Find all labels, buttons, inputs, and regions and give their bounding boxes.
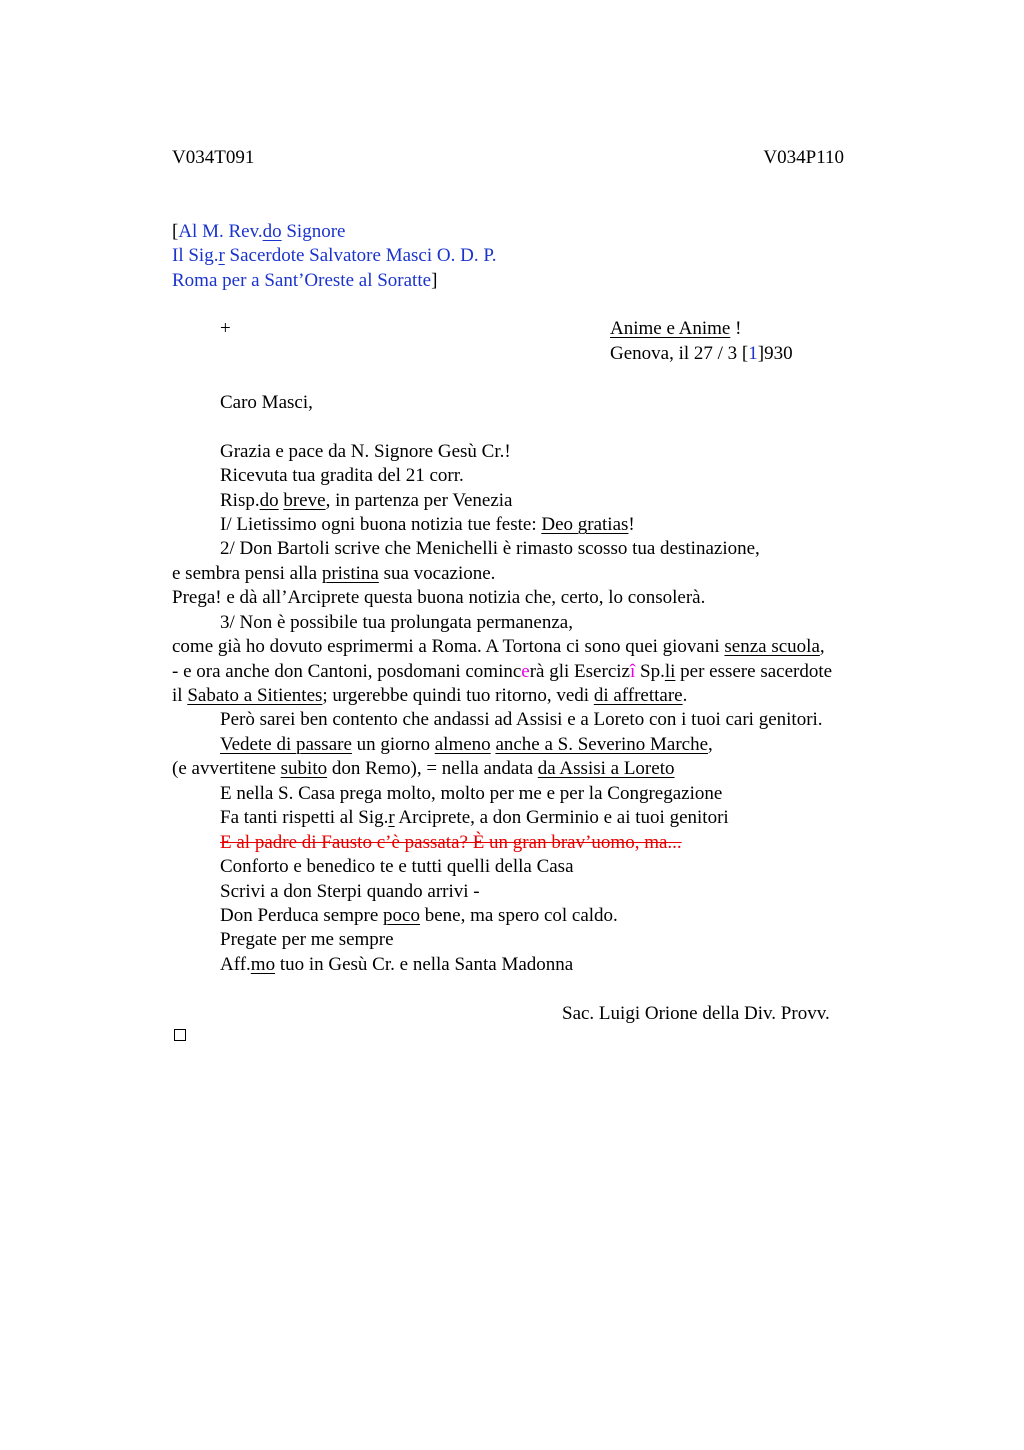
deleted-line	[220, 831, 682, 855]
body-line	[220, 708, 823, 732]
text-run: Risp.	[220, 490, 260, 511]
underlined-text: subito	[280, 758, 328, 779]
text-run: don Remo), = nella andata	[327, 758, 538, 779]
text-run: I/ Lietissimo ogni buona notizia tue feste:	[220, 514, 542, 535]
signature: Sac. Luigi Orione della Div. Provv.	[562, 1003, 830, 1024]
editorial-mark: e	[521, 661, 530, 682]
underlined-text: di affrettare	[593, 685, 683, 706]
body-line	[220, 782, 722, 806]
body-line	[172, 562, 495, 586]
editorial-text: Al M. Rev.	[178, 221, 263, 242]
underlined-text: senza scuola	[724, 636, 820, 657]
body-line	[172, 586, 705, 610]
text-run: Fa tanti rispetti al Sig.	[220, 807, 389, 828]
text-run: Ricevuta tua gradita del 21 corr.	[220, 465, 464, 486]
text-run: Conforto e benedico te e tutti quelli della Casa	[220, 856, 574, 877]
body-line	[220, 537, 760, 561]
editorial-underlined-text: do	[262, 221, 282, 242]
end-marker-box	[174, 1029, 186, 1041]
text-run: !	[730, 318, 742, 339]
body-line	[220, 611, 573, 635]
document-code-right: V034P110	[763, 147, 844, 168]
underlined-text: mo	[250, 954, 276, 975]
editorial-text: Roma per a Sant’Oreste al Soratte	[172, 270, 432, 291]
text-run: ,	[708, 734, 713, 755]
text-run: Aff.	[220, 954, 251, 975]
text-run: come già ho dovuto esprimermi a Roma. A Tortona ci sono quei giovani	[172, 636, 725, 657]
text-run: ; urgerebbe quindi tuo ritorno, vedi	[322, 685, 594, 706]
underlined-text: anche a S. Severino Marche	[495, 734, 709, 755]
underlined-text: Vedete di passare	[220, 734, 352, 755]
salutation: Caro Masci,	[220, 392, 313, 413]
struck-text: E al padre di Fausto c’è passata? È un gran brav’uomo, ma...	[220, 832, 682, 853]
text-run: sua vocazione.	[378, 563, 496, 584]
text-run: 2/ Don Bartoli scrive che Menichelli è rimasto scosso tua destinazione,	[220, 538, 760, 559]
editorial-text: Signore	[281, 221, 346, 242]
text-run: tuo in Gesù Cr. e nella Santa Madonna	[275, 954, 574, 975]
body-line	[220, 733, 713, 757]
text-run: (e avvertitene	[172, 758, 281, 779]
body-line	[220, 904, 618, 928]
editorial-text: 1	[748, 343, 758, 364]
underlined-text: Sabato a Sitientes	[187, 685, 323, 706]
underlined-text: Deo gratias	[541, 514, 629, 535]
text-run: ,	[819, 636, 825, 657]
body-line	[220, 440, 511, 464]
text-run: e sembra pensi alla	[172, 563, 322, 584]
text-run: .	[682, 685, 688, 706]
underlined-text: pristina	[321, 563, 379, 584]
text-run: [	[172, 221, 179, 242]
underlined-text: Anime e Anime	[610, 318, 731, 339]
text-run: un giorno	[351, 734, 435, 755]
underlined-text: da Assisi a Loreto	[537, 758, 675, 779]
text-run: Prega! e dà all’Arciprete questa buona notizia che, certo, lo consolerà.	[172, 587, 706, 608]
underlined-text: poco	[383, 905, 420, 926]
editorial-mark: î	[629, 661, 636, 682]
text-run: E nella S. Casa prega molto, molto per me e per la Congregazione	[220, 783, 723, 804]
body-line	[220, 489, 512, 513]
underlined-text: r	[388, 807, 395, 828]
body-line	[172, 757, 674, 781]
address-line-1	[172, 220, 345, 244]
body-line	[220, 880, 480, 904]
body-line	[172, 684, 687, 708]
text-run: , in partenza per Venezia	[325, 490, 513, 511]
text-run: Grazia e pace da N. Signore Gesù Cr.!	[220, 441, 511, 462]
body-line	[220, 464, 464, 488]
text-run: !	[628, 514, 635, 535]
text-run: Però sarei ben contento che andassi ad Assisi e a Loreto con i tuoi cari genitori.	[220, 709, 823, 730]
text-run: Scrivi a don Sterpi quando arrivi -	[220, 881, 480, 902]
editorial-text: Sacerdote Salvatore Masci O. D. P.	[224, 245, 497, 266]
underlined-text: breve	[283, 490, 326, 511]
text-run: 3/ Non è possibile tua prolungata permanenza,	[220, 612, 573, 633]
text-run: - e ora anche don Cantoni, posdomani cominc	[172, 661, 522, 682]
body-line	[220, 806, 729, 830]
motto	[610, 317, 741, 341]
date-line	[610, 342, 793, 366]
text-run: bene, ma spero col caldo.	[419, 905, 618, 926]
editorial-underlined-text: r	[218, 245, 225, 266]
text-run: ]	[431, 270, 438, 291]
body-line	[172, 660, 832, 684]
underlined-text: do	[259, 490, 279, 511]
text-run: per essere sacerdote	[675, 661, 833, 682]
text-run: il	[172, 685, 188, 706]
underlined-text: li	[664, 661, 676, 682]
body-line	[172, 635, 825, 659]
text-run: Pregate per me sempre	[220, 929, 394, 950]
text-run: ]930	[757, 343, 793, 364]
text-run: Don Perduca sempre	[220, 905, 384, 926]
text-run: Arciprete, a don Germinio e ai tuoi genitori	[394, 807, 729, 828]
closing-line	[220, 953, 573, 977]
body-line	[220, 855, 574, 879]
body-line	[220, 513, 635, 537]
address-line-3	[172, 269, 437, 293]
cross-mark: +	[220, 318, 231, 339]
editorial-text: Il Sig.	[172, 245, 219, 266]
document-code-left: V034T091	[172, 147, 255, 168]
address-line-2	[172, 244, 497, 268]
body-line	[220, 928, 394, 952]
underlined-text: almeno	[434, 734, 491, 755]
text-run: Genova, il 27 / 3 [	[610, 343, 749, 364]
text-run: rà gli Eserciz	[529, 661, 630, 682]
text-run: Sp.	[635, 661, 665, 682]
